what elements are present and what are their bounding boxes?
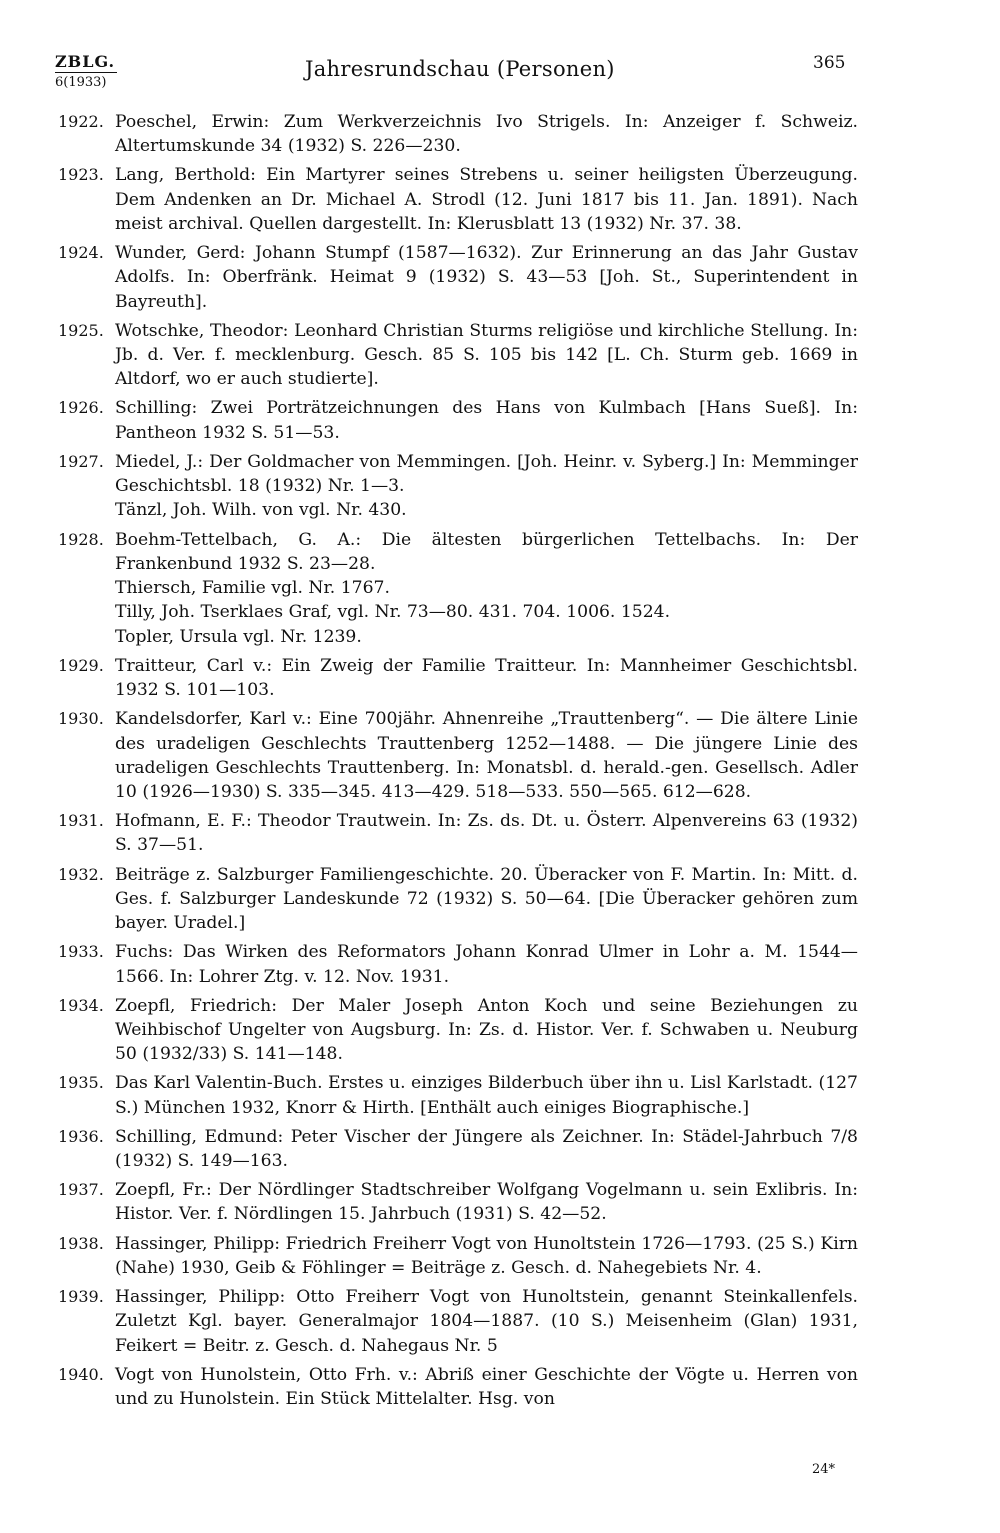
entry-text: Wunder, Gerd: Johann Stumpf (1587—1632). Zur Erinnerung an das Jahr Gustav Adolfs. In: Oberfränk. Heimat 9 (1932) S. 43—53 [Joh. St., Superintendent in Bayreuth]. bbox=[115, 243, 858, 312]
entry-text: Hassinger, Philipp: Otto Freiherr Vogt von Hunoltstein, genannt Steinkallenfels. Zuletzt Kgl. bayer. Generalmajor 1804—1887. (10 S.) Meisenheim (Glan) 1931, Feikert = Beitr. z. Gesch. d. Nahegaus Nr. 5 bbox=[115, 1286, 858, 1356]
entry-number: 1926. bbox=[58, 398, 104, 418]
entry-text: Schilling: Zwei Porträtzeichnungen des Hans von Kulmbach [Hans Sueß]. In: Pantheon 1932 S. 51—53. bbox=[115, 398, 858, 443]
entry-number: 1925. bbox=[58, 320, 104, 340]
entry-number: 1935. bbox=[58, 1073, 104, 1093]
entry-text: Traitteur, Carl v.: Ein Zweig der Familie Traitteur. In: Mannheimer Geschichtsbl. 1932 S. 101—103. bbox=[115, 655, 858, 701]
entry-text: Zoepfl, Fr.: Der Nördlinger Stadtschreiber Wolfgang Vogelmann u. sein Exlibris. In: Histor. Ver. f. Nördlingen 15. Jahrbuch (1931) S. 42—52. bbox=[115, 1180, 858, 1225]
bibliography-entry bbox=[58, 654, 858, 703]
bibliography-entry bbox=[58, 450, 858, 523]
journal-volume: 6(1933) bbox=[55, 75, 107, 90]
bibliography-entry bbox=[58, 994, 858, 1067]
bibliography-entry bbox=[58, 1285, 858, 1358]
entry-number: 1929. bbox=[58, 655, 104, 675]
bibliography-entry bbox=[58, 528, 858, 649]
entry-number: 1939. bbox=[58, 1286, 104, 1306]
cross-reference: Tänzl, Joh. Wilh. von vgl. Nr. 430. bbox=[115, 500, 407, 521]
entry-number: 1940. bbox=[58, 1364, 104, 1384]
cross-reference: Thiersch, Familie vgl. Nr. 1767. bbox=[115, 578, 390, 599]
bibliography-entry bbox=[58, 1071, 858, 1120]
entry-number: 1930. bbox=[58, 709, 104, 729]
entry-number: 1936. bbox=[58, 1126, 104, 1146]
bibliography-entry bbox=[58, 809, 858, 858]
bibliography-entry bbox=[58, 707, 858, 804]
entry-text: Hofmann, E. F.: Theodor Trautwein. In: Zs. ds. Dt. u. Österr. Alpenvereins 63 (1932) S. 37—51. bbox=[115, 811, 858, 856]
entry-text: Fuchs: Das Wirken des Reformators Johann Konrad Ulmer in Lohr a. M. 1544—1566. In: Lohrer Ztg. v. 12. Nov. 1931. bbox=[115, 942, 858, 987]
entry-number: 1923. bbox=[58, 165, 104, 185]
bibliography-entry bbox=[58, 1125, 858, 1174]
entry-number: 1928. bbox=[58, 529, 104, 549]
journal-abbreviation: ZBLG. bbox=[55, 52, 116, 71]
entry-text: Poeschel, Erwin: Zum Werkverzeichnis Ivo Strigels. In: Anzeiger f. Schweiz. Altertumskunde 34 (1932) S. 226—230. bbox=[115, 112, 858, 157]
cross-reference: Topler, Ursula vgl. Nr. 1239. bbox=[115, 626, 362, 647]
bibliography-entry bbox=[58, 1232, 858, 1281]
entry-text: Schilling, Edmund: Peter Vischer der Jüngere als Zeichner. In: Städel-Jahrbuch 7/8 (1932) S. 149—163. bbox=[115, 1126, 858, 1172]
journal-abbreviation-block bbox=[55, 52, 125, 90]
signature-mark: 24* bbox=[812, 1462, 836, 1477]
bibliography-entry bbox=[58, 110, 858, 159]
entry-number: 1922. bbox=[58, 112, 104, 131]
bibliography-entry bbox=[58, 863, 858, 936]
entry-number: 1932. bbox=[58, 864, 104, 884]
entry-number: 1924. bbox=[58, 243, 104, 263]
bibliography-list bbox=[58, 110, 858, 1411]
entry-text: Zoepfl, Friedrich: Der Maler Joseph Anton Koch und seine Beziehungen zu Weihbischof Ungelter von Augsburg. In: Zs. d. Histor. Ver. f. Schwaben u. Neuburg 50 (1932/33) S. 141—148. bbox=[115, 995, 858, 1065]
entry-text: Vogt von Hunolstein, Otto Frh. v.: Abriß einer Geschichte der Vögte u. Herren von und zu Hunolstein. Ein Stück Mittelalter. Hsg. von bbox=[115, 1364, 858, 1409]
entry-number: 1933. bbox=[58, 942, 104, 962]
entry-text: Miedel, J.: Der Goldmacher von Memmingen. [Joh. Heinr. v. Syberg.] In: Memminger Geschichtsbl. 18 (1932) Nr. 1—3. bbox=[115, 451, 858, 497]
cross-reference: Tilly, Joh. Tserklaes Graf, vgl. Nr. 73—80. 431. 704. 1006. 1524. bbox=[115, 602, 671, 623]
bibliography-entry bbox=[58, 163, 858, 236]
entry-text: Beiträge z. Salzburger Familiengeschichte. 20. Überacker von F. Martin. In: Mitt. d. Ges. f. Salzburger Landeskunde 72 (1932) S. 50—64. [Die Überacker gehören zum bayer. Uradel.] bbox=[115, 864, 858, 934]
bibliography-entry bbox=[58, 940, 858, 989]
entry-number: 1937. bbox=[58, 1180, 104, 1200]
entry-number: 1931. bbox=[58, 811, 104, 831]
bibliography-entry bbox=[58, 241, 858, 314]
entry-number: 1934. bbox=[58, 995, 104, 1015]
bibliography-entry bbox=[58, 396, 858, 445]
entry-text: Hassinger, Philipp: Friedrich Freiherr Vogt von Hunoltstein 1726—1793. (25 S.) Kirn (Nahe) 1930, Geib & Föhlinger = Beiträge z. Gesch. d. Nahegebiets Nr. 4. bbox=[115, 1233, 858, 1278]
bibliography-entry bbox=[58, 1363, 858, 1412]
entry-number: 1938. bbox=[58, 1233, 104, 1253]
entry-text: Boehm-Tettelbach, G. A.: Die ältesten bürgerlichen Tettelbachs. In: Der Frankenbund 1932 S. 23—28. bbox=[115, 529, 858, 574]
page-number: 365 bbox=[813, 53, 846, 73]
entry-number: 1927. bbox=[58, 451, 104, 471]
entry-text: Wotschke, Theodor: Leonhard Christian Sturms religiöse und kirchliche Stellung. In: Jb. d. Ver. f. mecklenburg. Gesch. 85 S. 105 bis 142 [L. Ch. Sturm geb. 1669 in Altdorf, wo er auch studierte]. bbox=[115, 320, 858, 390]
bibliography-entry bbox=[58, 1178, 858, 1227]
entry-text: Lang, Berthold: Ein Martyrer seines Strebens u. seiner heiligsten Überzeugung. Dem Andenken an Dr. Michael A. Strodl (12. Juni 1817 bis 11. Jan. 1891). Nach meist archival. Quellen dargestellt. In: Klerusblatt 13 (1932) Nr. 37. 38. bbox=[115, 165, 858, 234]
running-title: Jahresrundschau (Personen) bbox=[305, 57, 615, 81]
entry-text: Das Karl Valentin-Buch. Erstes u. einziges Bilderbuch über ihn u. Lisl Karlstadt. (127 S.) München 1932, Knorr & Hirth. [Enthält auch einiges Biographische.] bbox=[115, 1073, 858, 1118]
bibliography-entry bbox=[58, 319, 858, 392]
entry-text: Kandelsdorfer, Karl v.: Eine 700jähr. Ahnenreihe „Trauttenberg“. — Die ältere Linie des uradeligen Geschlechts Trauttenberg 1252—1488. — Die jüngere Linie des uradeligen Geschlechts Trauttenberg. In: Monatsbl. d. herald.-gen. Gesellsch. Adler 10 (1926—1930) S. 335—345. 413—429. 518—533. 550—565. 612—628. bbox=[115, 709, 858, 803]
